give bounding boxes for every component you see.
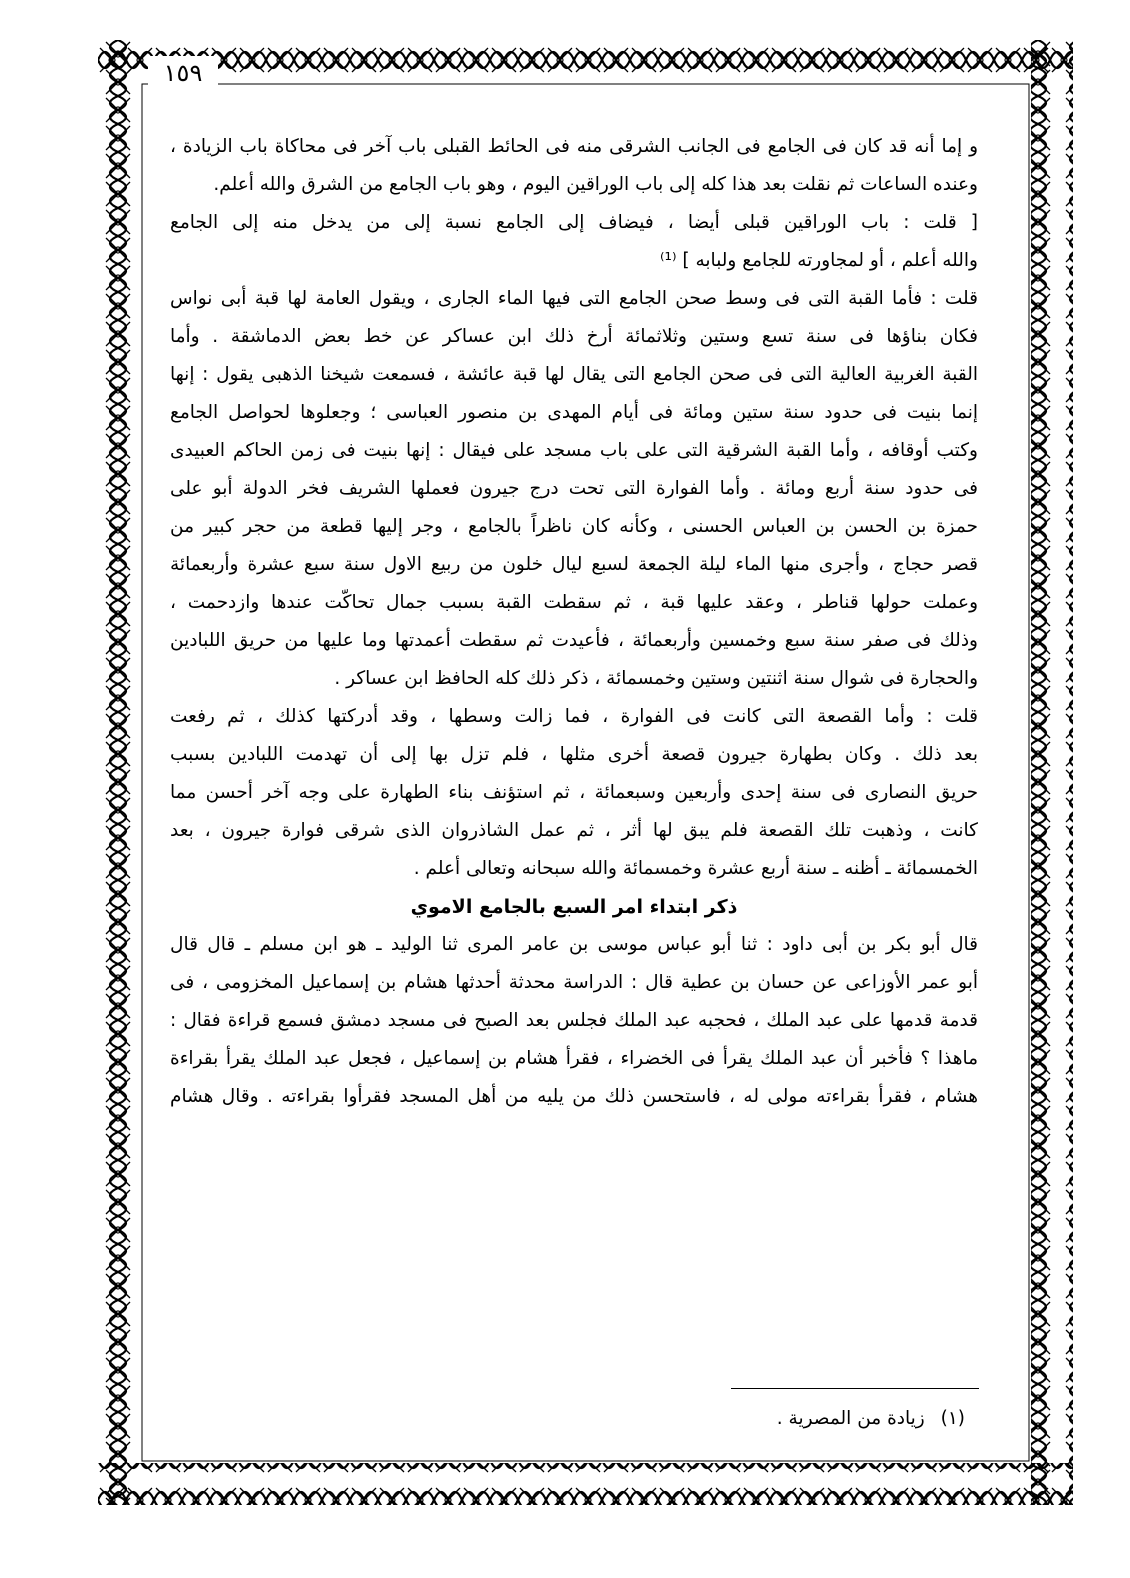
text-line: ماهذا ؟ فأخبر أن عبد الملك يقرأ فى الخضراء ، فقرأ هشام بن إسماعيل ، فجعل عبد الملك يقرأ بقراءة [170, 1048, 978, 1069]
text-line: أبو عمر الأوزاعى عن حسان بن عطية قال : الدراسة محدثة أحدثها هشام بن إسماعيل المخزومى ، فى [170, 972, 978, 993]
page-body [170, 128, 978, 1116]
text-line: وعنده الساعات ثم نقلت بعد هذا كله إلى باب الوراقين اليوم ، وهو باب الجامع من الشرق والله أعلم. [213, 174, 978, 195]
text-line: وعملت حولها قناطر ، وعقد عليها قبة ، ثم سقطت القبة بسبب جمال تحاكّت عندها وازدحمت ، [170, 592, 978, 613]
text-line: بعد ذلك . وكان بطهارة جيرون قصعة أخرى مثلها ، فلم تزل بها إلى أن تهدمت اللبادين بسبب [170, 744, 978, 765]
text-line: و إما أنه قد كان فى الجامع فى الجانب الشرقى منه فى الحائط القبلى باب آخر فى محاكاة باب الزيادة ، [170, 136, 978, 157]
paragraph [170, 280, 978, 698]
text-line: وذلك فى صفر سنة سبع وخمسين وأربعمائة ، فأعيدت ثم سقطت أعمدتها وما عليها من حريق اللبادين [170, 630, 978, 651]
text-line: هشام ، فقرأ بقراءته مولى له ، فاستحسن ذلك من يليه من أهل المسجد فقرأوا بقراءته . وقال هشام [170, 1086, 978, 1107]
text-line: فى حدود سنة أربع ومائة . وأما الفوارة التى تحت درج جيرون فعملها الشريف فخر الدولة أبو على [170, 478, 978, 499]
footnote [777, 1400, 965, 1438]
paragraph [170, 698, 978, 888]
paragraph-bracketed-note [170, 204, 978, 280]
text-line: حمزة بن الحسن بن العباس الحسنى ، وكأنه كان ناظراً بالجامع ، وجر إليها قطعة من حجر كبير من [170, 516, 978, 537]
text-line: [ قلت : باب الوراقين قبلى أيضا ، فيضاف إلى الجامع نسبة إلى من يدخل منه إلى الجامع [170, 212, 978, 233]
text-line: الخمسمائة ـ أظنه ـ سنة أربع عشرة وخمسمائة والله سبحانه وتعالى أعلم . [413, 858, 978, 879]
section-heading: ذكر ابتداء امر السبع بالجامع الاموي [410, 896, 738, 918]
text-line: قلت : فأما القبة التى فى وسط صحن الجامع التى فيها الماء الجارى ، ويقول العامة لها قبة أبى نواس [170, 288, 978, 309]
text-line: والله أعلم ، أو لمجاورته للجامع ولبابه ] ⁽¹⁾ [660, 250, 978, 271]
text-line: وكتب أوقافه ، وأما القبة الشرقية التى على باب مسجد على فيقال : إنها بنيت فى زمن الحاكم العبيدى [170, 440, 978, 461]
page-number: ١٥٩ [148, 56, 218, 90]
text-line: قصر حجاج ، وأجرى منها الماء ليلة الجمعة لسبع ليال خلون من ربيع الاول سنة سبع عشرة وأربعمائة [170, 554, 978, 575]
text-line: القبة الغربية العالية التى فى صحن الجامع التى يقال لها قبة عائشة ، فسمعت شيخنا الذهبى يقول : إنها [170, 364, 978, 385]
footnote-rule [731, 1388, 979, 1389]
text-line: فكان بناؤها فى سنة تسع وستين وثلاثمائة أرخ ذلك ابن عساكر عن خط بعض الدماشقة . وأما [170, 326, 978, 347]
text-line: قدمة قدمها على عبد الملك ، فحجبه عبد الملك فجلس بعد الصبح فى مسجد دمشق فسمع قراءة فقال : [170, 1010, 978, 1031]
paragraph [170, 128, 978, 204]
text-line: والحجارة فى شوال سنة اثنتين وستين وخمسمائة ، ذكر ذلك كله الحافظ ابن عساكر . [334, 668, 978, 689]
text-line: حريق النصارى فى سنة إحدى وأربعين وسبعمائة ، ثم استؤنف بناء الطهارة على وجه آخر أحسن مما [170, 782, 978, 803]
footnote-marker: (١) [940, 1408, 965, 1429]
footnote-text: زيادة من المصرية . [776, 1408, 925, 1429]
text-line: قلت : وأما القصعة التى كانت فى الفوارة ، فما زالت وسطها ، وقد أدركتها كذلك ، ثم رفعت [170, 706, 978, 727]
text-line: كانت ، وذهبت تلك القصعة فلم يبق لها أثر ، ثم عمل الشاذروان الذى شرقى فوارة جيرون ، بعد [170, 820, 978, 841]
paragraph [170, 926, 978, 1116]
text-line: قال أبو بكر بن أبى داود : ثنا أبو عباس موسى بن عامر المرى ثنا الوليد ـ هو ابن مسلم ـ قال قال [170, 934, 978, 955]
text-line: إنما بنيت فى حدود سنة ستين ومائة فى أيام المهدى بن منصور العباسى ؛ وجعلوها لحواصل الجامع [170, 402, 978, 423]
